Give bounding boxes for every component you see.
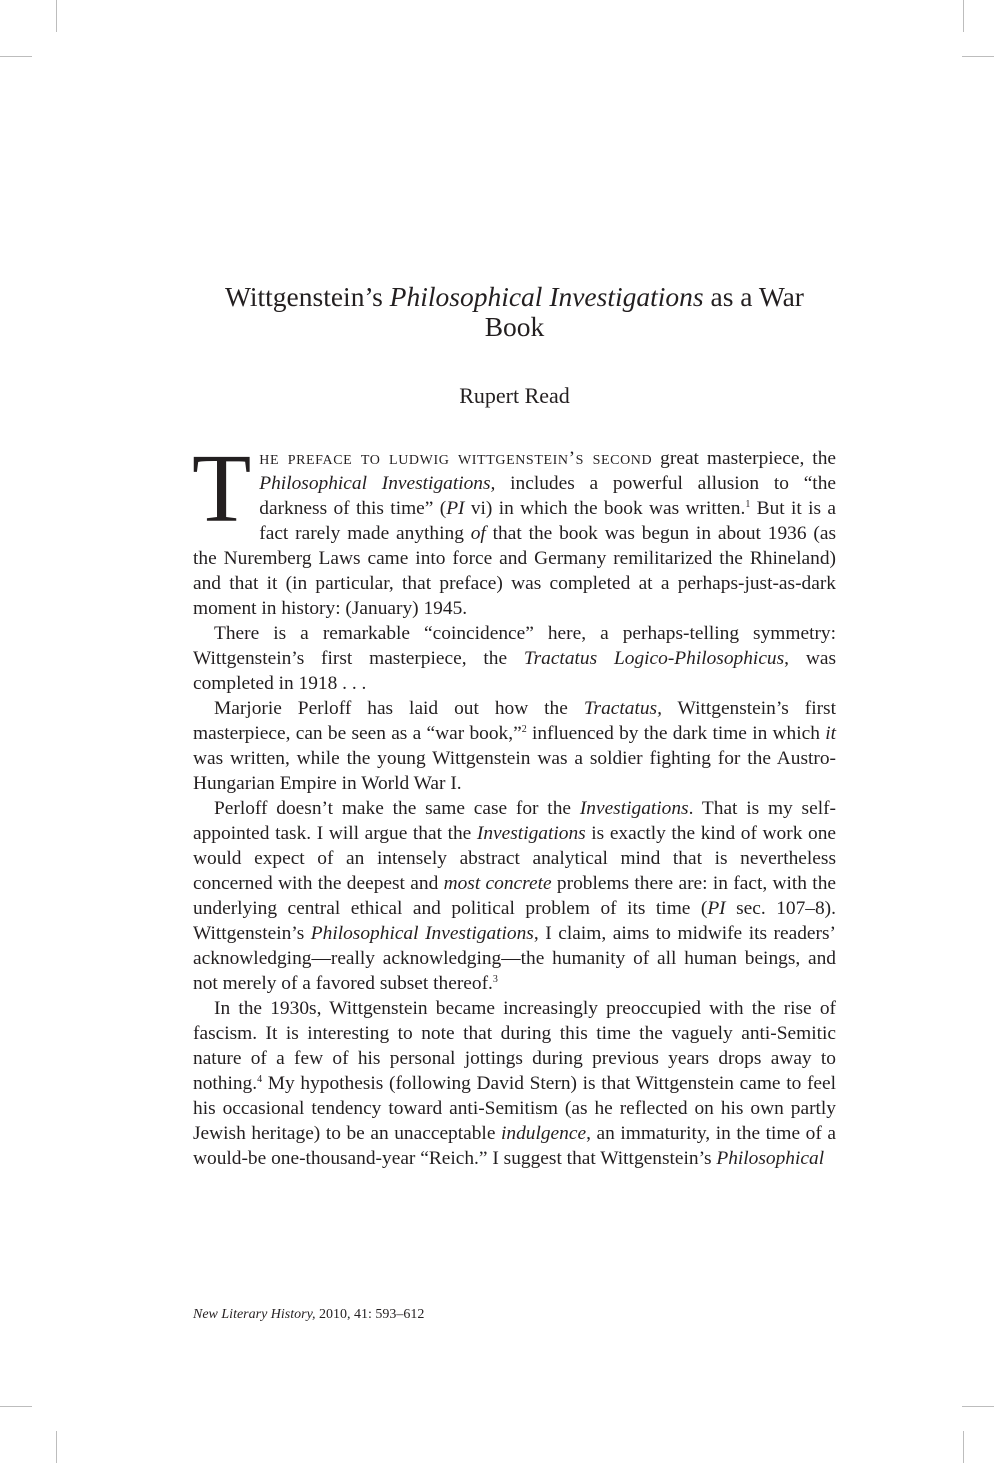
text-run: vi) in which the book was written. (464, 498, 746, 519)
footnote-marker-4[interactable]: 4 (257, 1074, 263, 1085)
text-run: . That is my self-appointed task. I will argue that the (193, 798, 836, 844)
footnote-marker-3[interactable]: 3 (492, 974, 498, 985)
crop-mark-bottom-left (56, 1431, 57, 1463)
crop-mark-top-left (56, 0, 57, 32)
text-run: There is a remarkable “coincidence” here, a perhaps-telling symmetry: Wittgenstein’s first masterpiece, the (193, 623, 836, 669)
italic-run: Philosophical (716, 1148, 825, 1169)
title-block (193, 282, 836, 409)
crop-mark-top-right-h (962, 56, 994, 57)
italic-run: most concrete (443, 873, 552, 894)
italic-run: Philosophical Investigations (310, 923, 534, 944)
crop-mark-top-left-h (0, 56, 32, 57)
text-run: problems there are: in fact, with the underlying central ethical and political problem of its time ( (193, 873, 836, 919)
citation-details: 2010, 41: 593–612 (315, 1307, 425, 1322)
opening-small-caps: he preface to ludwig wittgenstein’s second (259, 448, 653, 469)
paragraph-5 (193, 996, 836, 1171)
title-suffix: as a War Book (484, 281, 804, 342)
text-run: , I claim, aims to midwife its readers’ acknowledging—really acknowledging—the humanity of all human beings, and not merely of a favored subset thereof. (193, 923, 836, 994)
italic-run: indulgence (501, 1123, 587, 1144)
text-run: Wittgenstein’s first masterpiece, can be seen as a “war book,” (193, 698, 836, 744)
footnote-marker-1[interactable]: 1 (745, 499, 751, 510)
text-run: , was completed in 1918 . . . (193, 648, 836, 694)
italic-run: Tractatus Logico-Philosophicus (523, 648, 785, 669)
text-run: was written, while the young Wittgenstein was a soldier fighting for the Austro-Hungarian Empire in World War I. (193, 748, 836, 794)
article-title (193, 282, 836, 342)
crop-mark-bottom-right-h (962, 1406, 994, 1407)
italic-run: PI (707, 898, 726, 919)
drop-cap: T (192, 435, 252, 542)
crop-mark-bottom-right (963, 1431, 964, 1463)
text-run: In the 1930s, Wittgenstein became increasingly preoccupied with the rise of fascism. It is interesting to note that during this time the vaguely anti-Semitic nature of a few of his personal jottings during previous years drops away to nothing. (193, 998, 836, 1094)
paragraph-2 (193, 621, 836, 696)
italic-run: it (825, 723, 836, 744)
crop-mark-top-right (963, 0, 964, 32)
title-italic: Philosophical Investigations (389, 281, 704, 312)
text-run: that the book was begun in about 1936 (as the Nuremberg Laws came into force and Germany remilitarized the Rhineland) and that it (in particular, that preface) was completed at a perhaps-just-as-dark moment in history: (January) 1945. (193, 523, 836, 619)
author-name: Rupert Read (459, 383, 570, 408)
italic-run: Investigations (476, 823, 586, 844)
italic-run: of (470, 523, 486, 544)
text-run: great masterpiece, the (652, 448, 836, 469)
journal-citation (193, 1306, 424, 1324)
text-run: Perloff doesn’t make the same case for the (214, 798, 580, 819)
title-prefix: Wittgenstein’s (225, 281, 390, 312)
text-run: influenced by the dark time in which (526, 723, 826, 744)
italic-run: Philosophical Investigations, (259, 473, 496, 494)
text-run: , an immaturity, in the time of a would-be one-thousand-year “Reich.” I suggest that Wittgenstein’s (193, 1123, 836, 1169)
text-run: But it is a fact rarely made anything (259, 498, 837, 544)
article-body (192, 435, 837, 1171)
text-run: is exactly the kind of work one would expect of an intensely abstract analytical mind that is nevertheless concerned with the deepest and (193, 823, 836, 894)
paragraph-4 (193, 796, 836, 996)
italic-run: Tractatus, (583, 698, 662, 719)
crop-mark-bottom-left-h (0, 1406, 32, 1407)
italic-run: PI (446, 498, 465, 519)
text-run: includes a powerful allusion to “the darkness of this time” ( (259, 473, 836, 519)
text-run: Marjorie Perloff has laid out how the (214, 698, 584, 719)
paragraph-1 (192, 435, 837, 621)
text-run: My hypothesis (following David Stern) is that Wittgenstein came to feel his occasional tendency toward anti-Semitism (as he reflected on his own partly Jewish heritage) to be an unacceptable (193, 1073, 836, 1144)
footnote-marker-2[interactable]: 2 (521, 724, 527, 735)
text-run: sec. 107–8). Wittgenstein’s (193, 898, 836, 944)
paragraph-3 (193, 696, 836, 796)
italic-run: Investigations (579, 798, 689, 819)
journal-name: New Literary History, (193, 1307, 316, 1322)
